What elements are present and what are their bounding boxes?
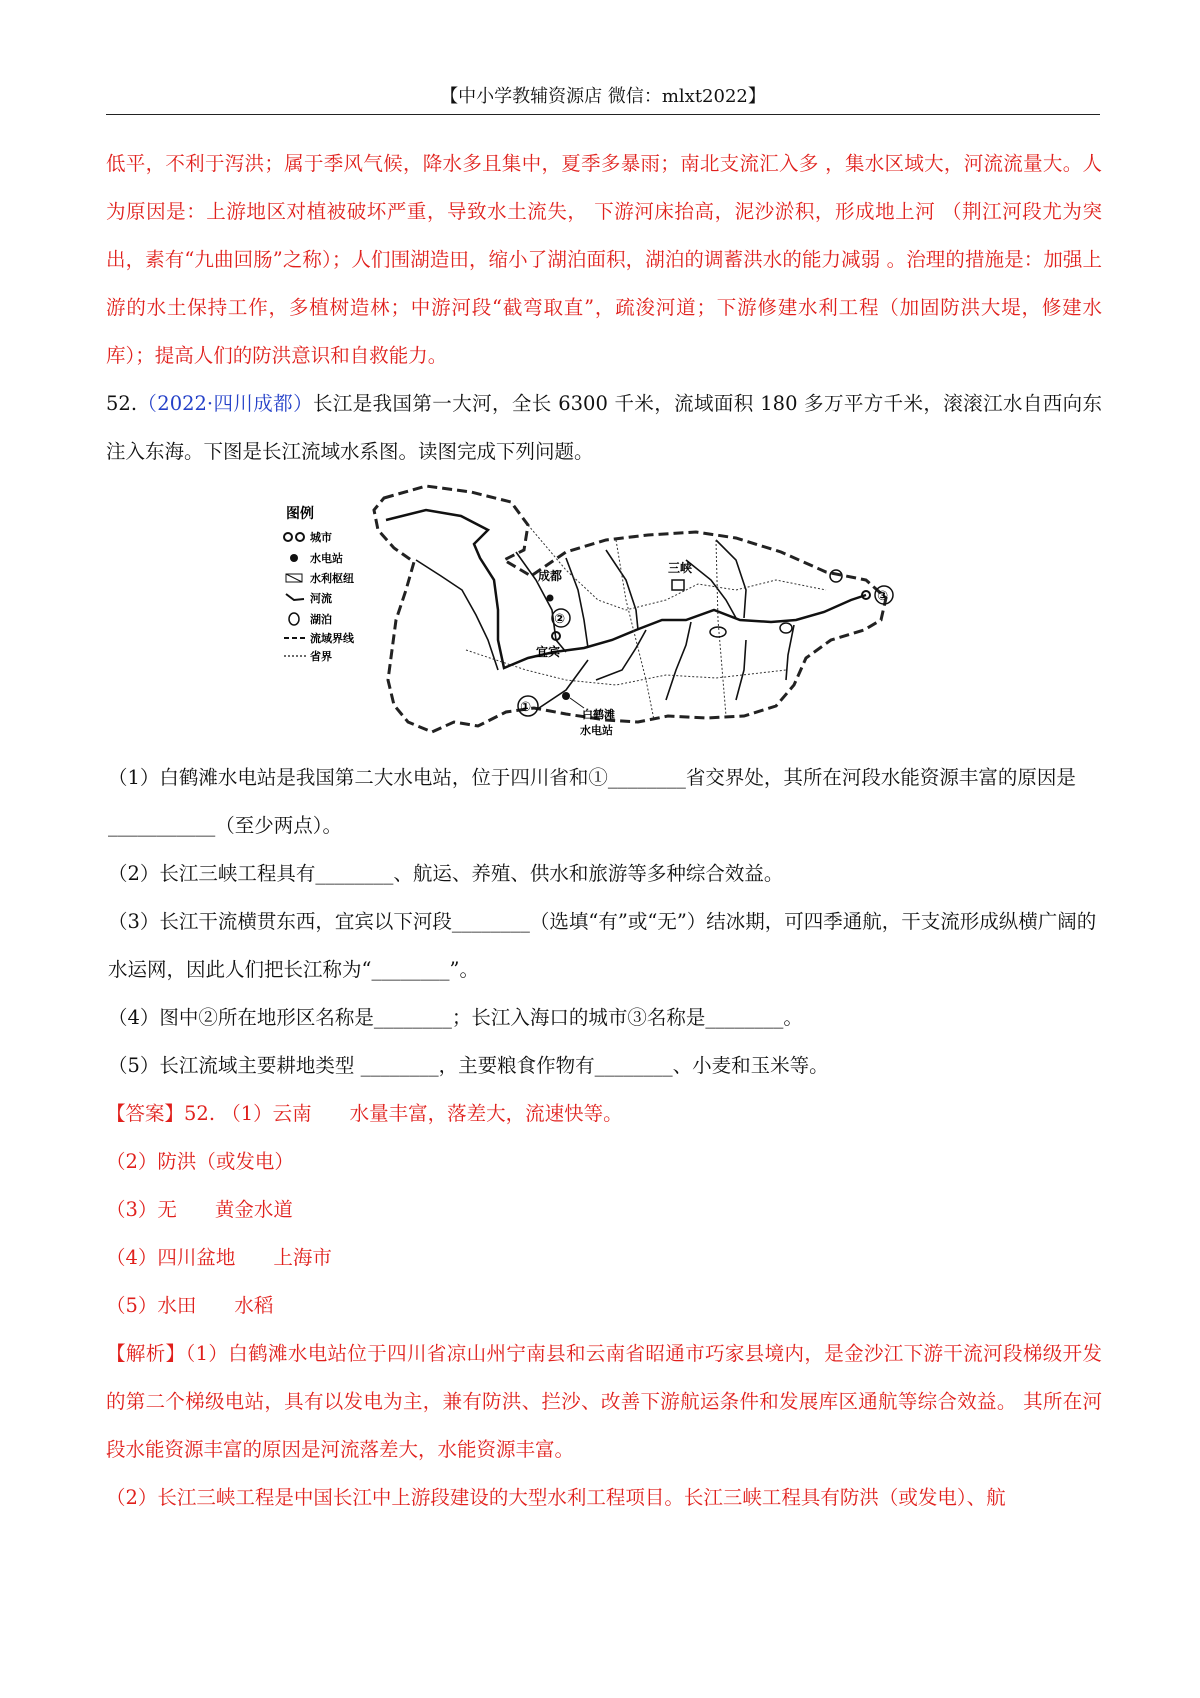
analysis-label: 【解析】	[106, 1342, 186, 1365]
marker-2: ②	[554, 612, 566, 627]
sub-question-4: （4）图中②所在地形区名称是________；长江入海口的城市③名称是________。	[108, 1006, 803, 1029]
lake-dongting	[710, 627, 726, 637]
question-text: 长江是我国第一大河，全长 6300 千米，流域面积 180 多万平方千米，滚滚江水自西向东注入东海。下图是长江流域水系图。读图完成下列问题。	[106, 392, 1103, 463]
legend-title: 图例	[286, 506, 314, 522]
city-icon-2	[296, 533, 304, 541]
header-divider	[106, 114, 1100, 115]
city-icon	[284, 533, 292, 541]
sub-question-5: （5）长江流域主要耕地类型 ________，主要粮食作物有________、小麦和玉米等。	[108, 1054, 829, 1077]
label-yibin: 宜宾	[536, 645, 561, 659]
answer-line-3: （3）无 黄金水道	[106, 1198, 293, 1221]
legend-river: 河流	[310, 592, 332, 605]
tributaries	[416, 540, 794, 710]
legend-lake: 湖泊	[310, 613, 332, 626]
marker-3: ③	[877, 589, 889, 604]
label-baihetan-1: 白鹤滩	[582, 708, 615, 721]
yangtze-main-stem	[386, 510, 866, 668]
answer-line-4: （4）四川盆地 上海市	[106, 1246, 332, 1269]
marker-1: ①	[520, 700, 532, 715]
label-baihetan-2: 水电站	[580, 724, 613, 737]
intro-paragraph: 低平，不利于泻洪；属于季风气候，降水多且集中，夏季多暴雨；南北支流汇入多 ，集水区域大，河流流量大。人为原因是：上游地区对植被破坏严重，导致水土流失， 下游河床抬高，泥沙淤积，形成地上河 （荆江河段尤为突出，素有“九曲回肠”之称）；人们围湖造田，缩小了湖泊面积，湖泊的调蓄洪水的能力减弱 。治理的措施是：加强上游的水土保持工作，多植树造林；中游河段“截弯取直”，疏浚河道；下游修建水利工程（加固防洪大堤，修建水库）；提高人们的防洪意识和自救能力。	[106, 152, 1102, 367]
analysis-paragraph-1: 【解析】（1）白鹤滩水电站位于四川省凉山州宁南县和云南省昭通市巧家县境内，是金沙江下游干流河段梯级开发的第二个梯级电站，具有以发电为主，兼有防洪、拦沙、改善下游航运条件和发展库区通航等综合效益。 其所在河段水能资源丰富的原因是河流落差大，水能资源丰富。	[106, 1342, 1102, 1461]
question-source: （2022·四川成都）	[137, 392, 313, 415]
legend-basin-boundary: 流域界线	[310, 632, 354, 645]
label-sanxia: 三峡	[668, 561, 693, 575]
page-header: 【中小学教辅资源店 微信：mlxt2022】	[440, 86, 766, 107]
legend-hydropower: 水电站	[310, 552, 343, 565]
answer-line-2: （2）防洪（或发电）	[106, 1150, 294, 1173]
legend-city: 城市	[310, 531, 332, 544]
document-body	[106, 140, 1102, 1522]
map-figure	[266, 480, 926, 742]
sub-question-1: （1）白鹤滩水电站是我国第二大水电站，位于四川省和①________省交界处，其所在河段水能资源丰富的原因是___________（至少两点）。	[108, 766, 1076, 837]
lake-poyang	[780, 623, 792, 633]
baihetan-icon	[562, 692, 570, 700]
yangtze-basin-map	[106, 480, 1102, 742]
analysis-paragraph-2: （2）长江三峡工程是中国长江中上游段建设的大型水利工程项目。长江三峡工程具有防洪（或发电）、航	[106, 1486, 1006, 1509]
answer-label: 【答案】	[106, 1102, 185, 1125]
answer-line-5: （5）水田 水稻	[106, 1294, 274, 1317]
legend-hub: 水利枢纽	[310, 572, 354, 585]
question-number: 52.	[106, 392, 138, 415]
hydropower-icon	[290, 554, 298, 562]
river-icon	[286, 594, 304, 600]
legend-province: 省界	[310, 650, 332, 663]
question-52-stem	[106, 380, 1102, 476]
sub-question-2: （2）长江三峡工程具有________、航运、养殖、供水和旅游等多种综合效益。	[108, 862, 784, 885]
sanxia-hub-icon	[672, 580, 684, 590]
answer-line-1: 【答案】52. （1）云南 水量丰富，落差大，流速快等。	[106, 1102, 623, 1125]
lake-icon	[289, 613, 299, 625]
sub-question-3: （3）长江干流横贯东西，宜宾以下河段________（选填“有”或“无”）结冰期，可四季通航，干支流形成纵横广阔的水运网，因此人们把长江称为“________”。	[108, 910, 1097, 981]
label-chengdu: 成都	[538, 569, 563, 583]
city-chengdu-dot	[547, 595, 554, 602]
